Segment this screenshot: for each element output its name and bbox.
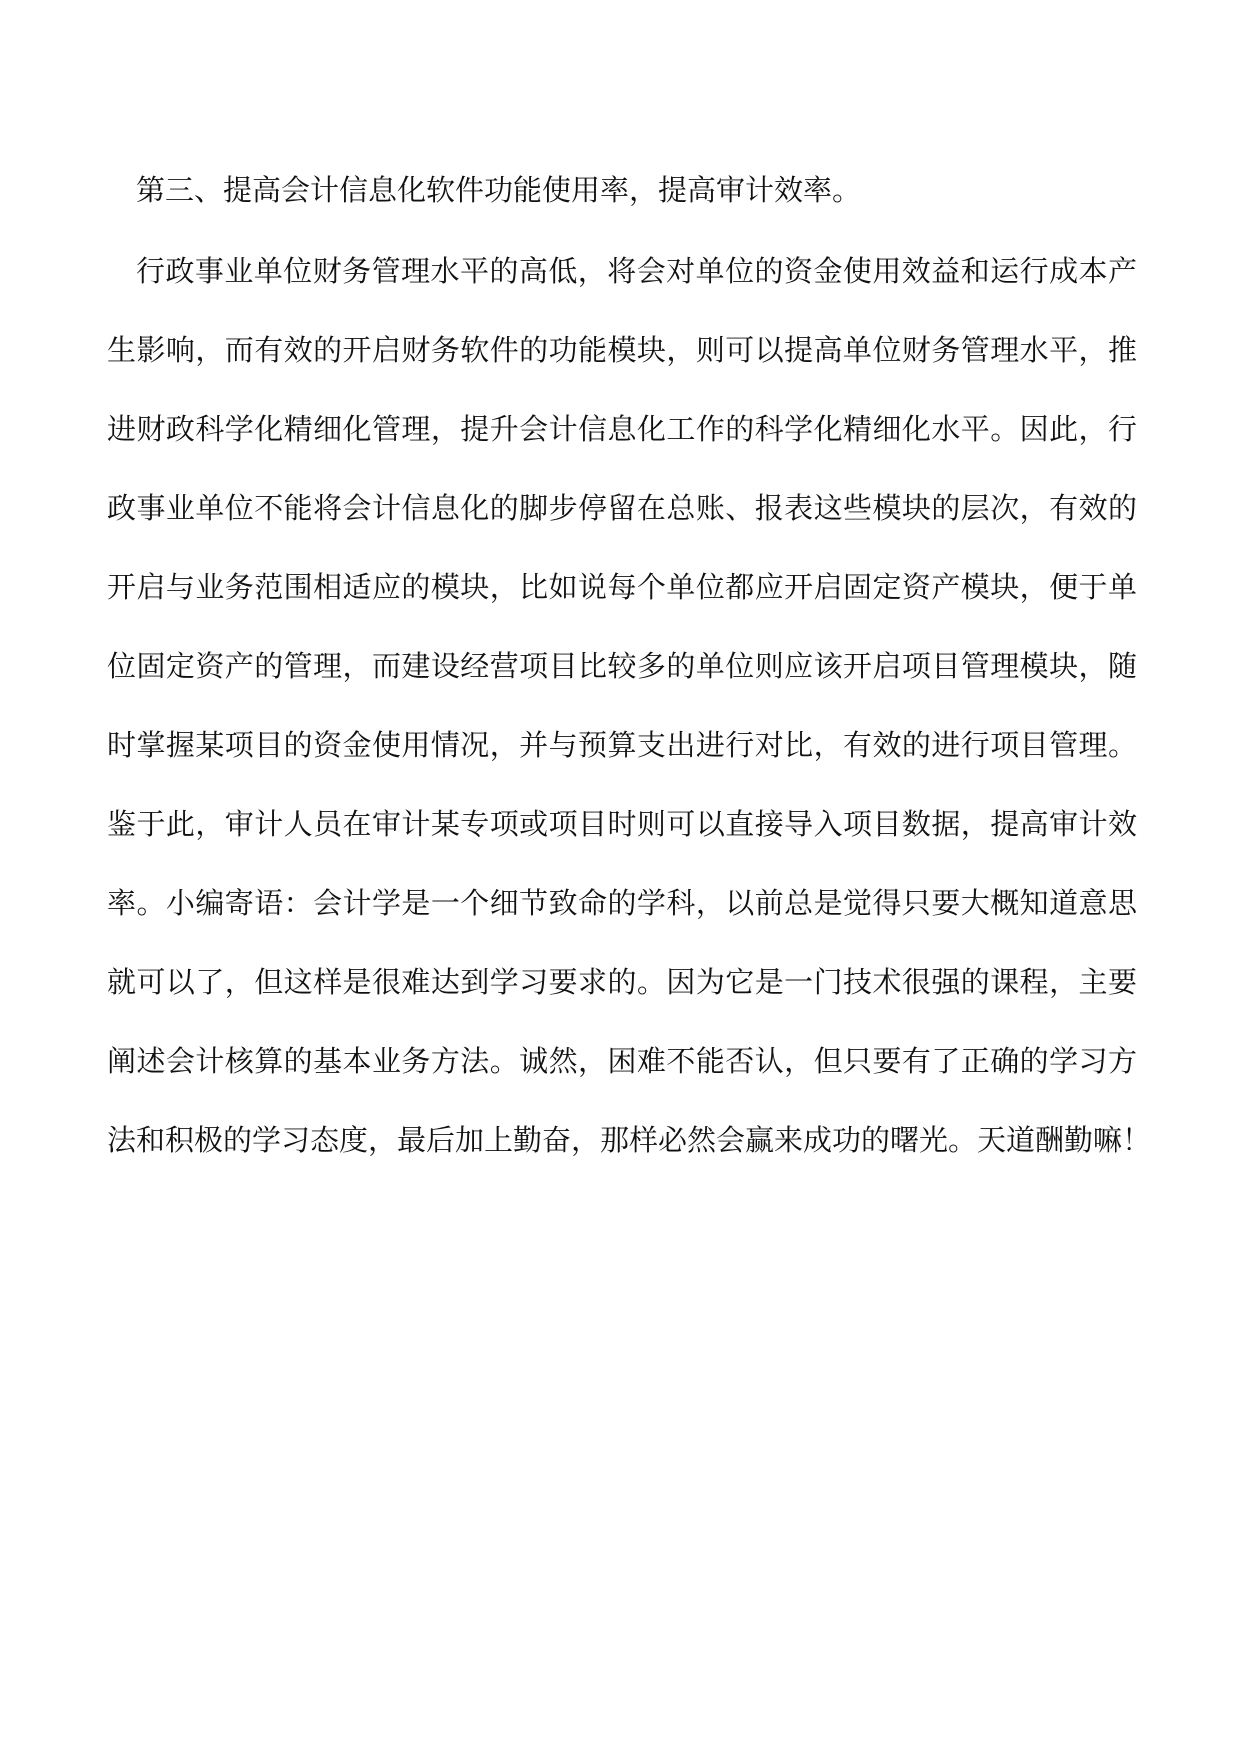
paragraph-line-5: 开启与业务范围相适应的模块，比如说每个单位都应开启固定资产模块，便于单 bbox=[107, 570, 1137, 604]
paragraph-line-9: 率。小编寄语：会计学是一个细节致命的学科，以前总是觉得只要大概知道意思 bbox=[107, 886, 1137, 920]
paragraph-line-4: 政事业单位不能将会计信息化的脚步停留在总账、报表这些模块的层次，有效的 bbox=[107, 491, 1137, 525]
paragraph-line-10: 就可以了，但这样是很难达到学习要求的。因为它是一门技术很强的课程，主要 bbox=[107, 965, 1137, 999]
section-heading: 第三、提高会计信息化软件功能使用率，提高审计效率。 bbox=[136, 173, 862, 207]
paragraph-line-3: 进财政科学化精细化管理，提升会计信息化工作的科学化精细化水平。因此，行 bbox=[107, 412, 1137, 446]
paragraph-line-7: 时掌握某项目的资金使用情况，并与预算支出进行对比，有效的进行项目管理。 bbox=[107, 728, 1137, 762]
paragraph-line-1: 行政事业单位财务管理水平的高低，将会对单位的资金使用效益和运行成本产 bbox=[136, 254, 1137, 288]
paragraph-line-8: 鉴于此，审计人员在审计某专项或项目时则可以直接导入项目数据，提高审计效 bbox=[107, 807, 1137, 841]
paragraph-line-2: 生影响，而有效的开启财务软件的功能模块，则可以提高单位财务管理水平，推 bbox=[107, 333, 1137, 367]
paragraph-line-11: 阐述会计核算的基本业务方法。诚然，困难不能否认，但只要有了正确的学习方 bbox=[107, 1044, 1137, 1078]
paragraph-line-12: 法和积极的学习态度，最后加上勤奋，那样必然会赢来成功的曙光。天道酬勤嘛！ bbox=[107, 1123, 1152, 1157]
paragraph-line-6: 位固定资产的管理，而建设经营项目比较多的单位则应该开启项目管理模块，随 bbox=[107, 649, 1137, 683]
